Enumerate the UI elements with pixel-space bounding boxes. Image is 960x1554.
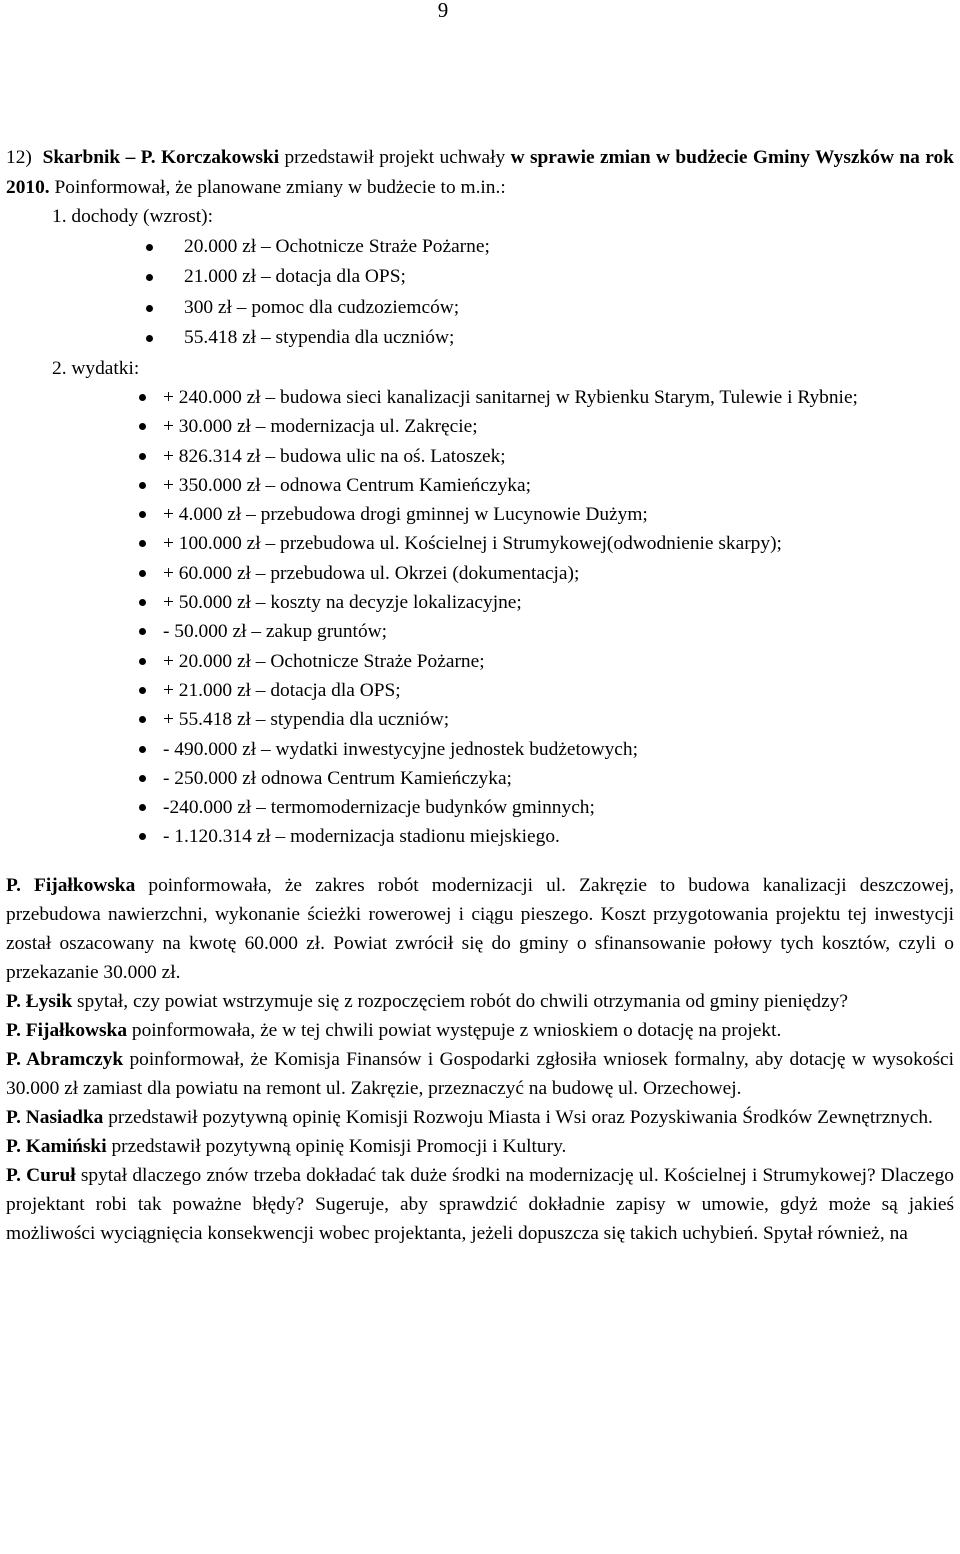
- list-item: + 21.000 zł – dotacja dla OPS;: [6, 676, 954, 705]
- incomes-list: [6, 232, 954, 354]
- list-item: + 100.000 zł – przebudowa ul. Kościelnej i Strumykowej(odwodnienie skarpy);: [6, 529, 954, 558]
- document-body: [6, 143, 954, 1248]
- list-item: + 4.000 zł – przebudowa drogi gminnej w Lucynowie Dużym;: [6, 500, 954, 529]
- expenses-title: 2. wydatki:: [52, 357, 140, 379]
- statement-text: poinformowała, że w tej chwili powiat występuje z wnioskiem o dotację na projekt.: [131, 1019, 782, 1041]
- speaker-name: Skarbnik – P. Korczakowski: [42, 147, 280, 168]
- list-item: 300 zł – pomoc dla cudzoziemców;: [6, 293, 954, 324]
- statement-text: spytał dlaczego znów trzeba dokładać tak duże środki na modernizację ul. Kościelnej i Strumykowej? Dlaczego projektant robi tak poważne błędy? Sugeruje, aby sprawdzić dokładnie zapisy w umowie, gdyż może są jakieś możliwości wyciągnięcia konsekwencji wobec projektanta, jeżeli dopuszcza się takich uchybień. Spytał również, na: [6, 1164, 955, 1244]
- speaker-name: P. Abramczyk: [6, 1048, 124, 1070]
- incomes-title: 1. dochody (wzrost):: [52, 206, 214, 227]
- list-item: + 50.000 zł – koszty na decyzje lokalizacyjne;: [6, 588, 954, 617]
- list-item: - 50.000 zł – zakup gruntów;: [6, 617, 954, 646]
- statement-text: przedstawił pozytywną opinię Komisji Promocji i Kultury.: [111, 1135, 567, 1157]
- statement-paragraph: [6, 1045, 954, 1103]
- speaker-name: P. Fijałkowska: [6, 1019, 128, 1041]
- list-item: - 1.120.314 zł – modernizacja stadionu miejskiego.: [6, 822, 954, 851]
- statement-paragraph: [6, 871, 954, 987]
- item-number: 12): [6, 147, 32, 168]
- expenses-list: [6, 383, 954, 852]
- statement-paragraph: [6, 987, 954, 1016]
- speaker-name: P. Nasiadka: [6, 1106, 104, 1128]
- intro-text: przedstawił projekt uchwały: [284, 147, 506, 168]
- statement-text: poinformowała, że zakres robót modernizacji ul. Zakręzie to budowa kanalizacji deszczowej, przebudowa nawierzchni, wykonanie ścieżki rowerowej i ciągu pieszego. Koszt przygotowania projektu tej inwestycji został oszacowany na kwotę 60.000 zł. Powiat zwrócił się do gminy o sfinansowanie połowy tych kosztów, czyli o przekazanie 30.000 zł.: [6, 874, 954, 983]
- list-item: - 490.000 zł – wydatki inwestycyjne jednostek budżetowych;: [6, 735, 954, 764]
- list-item: + 60.000 zł – przebudowa ul. Okrzei (dokumentacja);: [6, 559, 954, 588]
- statement-paragraph: [6, 1016, 954, 1045]
- list-item: + 240.000 zł – budowa sieci kanalizacji sanitarnej w Rybienku Starym, Tulewie i Rybnie;: [6, 383, 954, 412]
- statement-paragraph: [6, 1161, 954, 1248]
- list-item: + 350.000 zł – odnowa Centrum Kamieńczyka;: [6, 471, 954, 500]
- statement-text: spytał, czy powiat wstrzymuje się z rozpoczęciem robót do chwili otrzymania od gminy pieniędzy?: [76, 990, 849, 1012]
- statement-text: poinformował, że Komisja Finansów i Gospodarki zgłosiła wniosek formalny, aby dotację w wysokości 30.000 zł zamiast dla powiatu na remont ul. Zakręzie, przeznaczyć na budowę ul. Orzechowej.: [6, 1048, 954, 1099]
- list-item: + 55.418 zł – stypendia dla uczniów;: [6, 705, 954, 734]
- intro-paragraph: [6, 143, 954, 202]
- list-item: -240.000 zł – termomodernizacje budynków gminnych;: [6, 793, 954, 822]
- speaker-name: P. Curuł: [6, 1164, 76, 1186]
- list-item: - 250.000 zł odnowa Centrum Kamieńczyka;: [6, 764, 954, 793]
- list-item: 21.000 zł – dotacja dla OPS;: [6, 262, 954, 293]
- speaker-name: P. Łysik: [6, 990, 73, 1012]
- statement-paragraph: [6, 1103, 954, 1132]
- intro-subject: w sprawie zmian w budżecie Gminy Wyszków na rok 2010.: [6, 147, 954, 198]
- page-number: 9: [437, 0, 449, 22]
- list-item: + 826.314 zł – budowa ulic na oś. Latoszek;: [6, 442, 954, 471]
- statement-paragraph: [6, 1132, 954, 1161]
- spacer: [6, 852, 954, 871]
- intro-text-continued: Poinformował, że planowane zmiany w budżecie to m.in.:: [54, 176, 506, 198]
- list-item: + 30.000 zł – modernizacja ul. Zakręcie;: [6, 412, 954, 441]
- speaker-name: P. Kamiński: [6, 1135, 107, 1157]
- list-item: + 20.000 zł – Ochotnicze Straże Pożarne;: [6, 647, 954, 676]
- list-item: 20.000 zł – Ochotnicze Straże Pożarne;: [6, 232, 954, 263]
- list-item: 55.418 zł – stypendia dla uczniów;: [6, 323, 954, 354]
- speaker-name: P. Fijałkowska: [6, 874, 136, 896]
- statement-text: przedstawił pozytywną opinię Komisji Rozwoju Miasta i Wsi oraz Pozyskiwania Środków Zewnętrznych.: [108, 1106, 933, 1128]
